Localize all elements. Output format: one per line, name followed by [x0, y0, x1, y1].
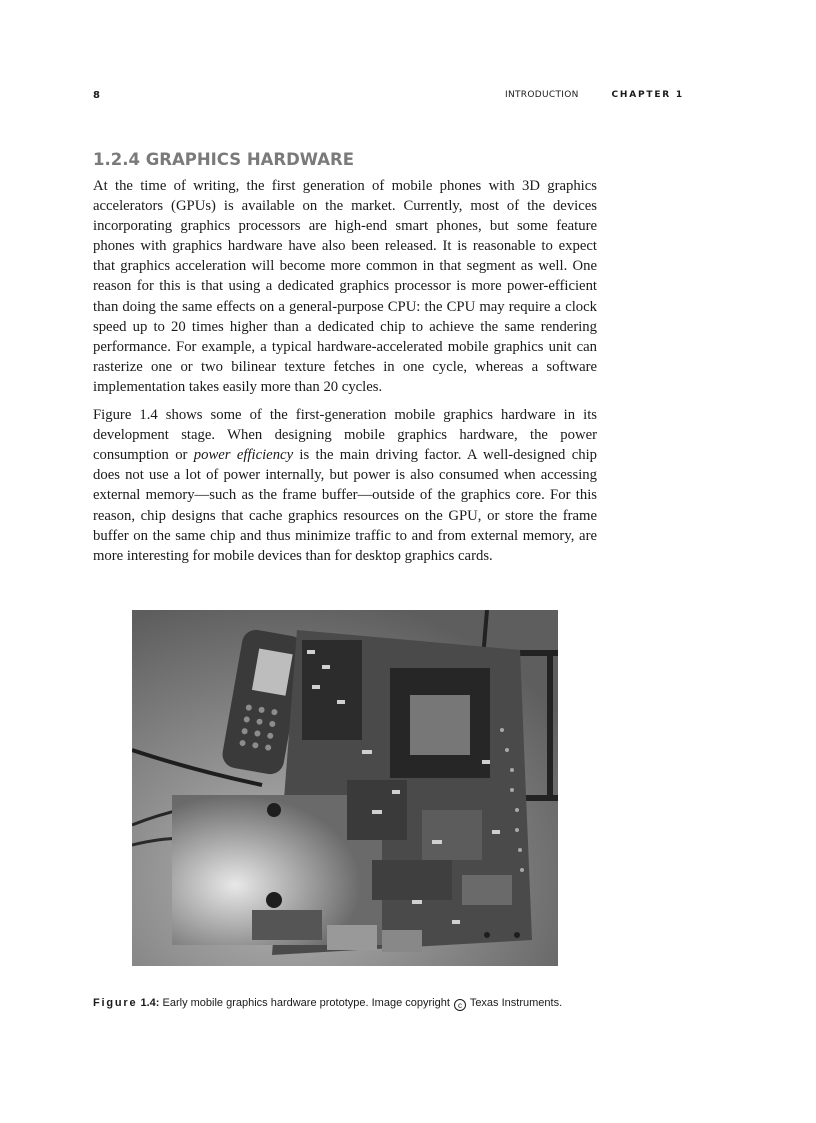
figure-label: Figure	[93, 997, 138, 1009]
paragraph-2	[93, 405, 597, 566]
figure-caption-credit: Texas Instruments.	[469, 997, 563, 1009]
paragraph-2-text-a: Figure 1.4 shows some of the first-generation mobile graphics hardware in its development stage. When designing mobile graphics hardware, the power consumption or	[93, 407, 597, 464]
body-text	[93, 176, 597, 574]
running-head-chapter: CHAPTER 1	[611, 90, 684, 100]
figure-caption	[93, 997, 562, 1011]
figure-photo	[132, 610, 558, 966]
figure-caption-text: Early mobile graphics hardware prototype. Image copyright	[162, 997, 450, 1009]
section-heading: 1.2.4 GRAPHICS HARDWARE	[93, 150, 355, 169]
running-head-section: INTRODUCTION	[505, 90, 579, 100]
paragraph-2-text-b: is the main driving factor. A well-designed chip does not use a lot of power internally, but power is also consumed when accessing external memory—such as the frame buffer—outside of the graphics core. For this reason, chip designs that cache graphics resources on the GPU, or store the frame buffer on the same chip and thus minimize traffic to and from external memory, are more interesting for mobile devices than for desktop graphics cards.	[93, 447, 597, 564]
paragraph-1: At the time of writing, the first generation of mobile phones with 3D graphics accelerators (GPUs) is available on the market. Currently, most of the devices incorporating graphics processors are high-end smart phones, but some feature phones with graphics hardware have also been released. It is reasonable to expect that graphics acceleration will become more common in that segment as well. One reason for this is that using a dedicated graphics processor is more power-efficient than doing the same effects on a general-purpose CPU: the CPU may require a clock speed up to 20 times higher than a dedicated chip to achieve the same rendering performance. For example, a typical hardware-accelerated mobile graphics unit can rasterize one or two bilinear texture fetches in one cycle, whereas a software implementation takes easily more than 20 cycles.	[93, 178, 597, 395]
copyright-icon: c	[454, 999, 466, 1011]
page-number: 8	[93, 90, 101, 101]
paragraph-2-emphasis: power efficiency	[193, 447, 294, 464]
figure-number: 1.4:	[140, 997, 160, 1009]
running-head	[400, 90, 684, 100]
